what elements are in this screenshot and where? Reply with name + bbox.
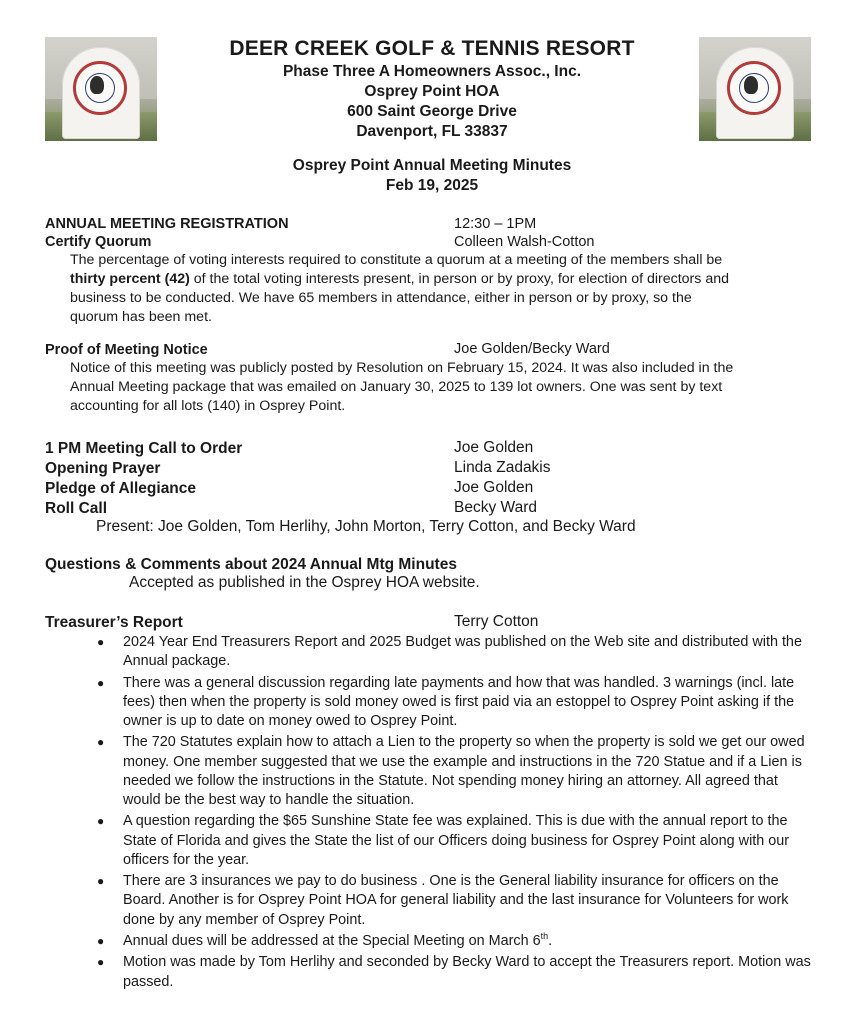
association-name: Phase Three A Homeowners Assoc., Inc. — [282, 63, 582, 80]
notice-person: Joe Golden/Becky Ward — [454, 341, 610, 357]
bullet-icon: ● — [97, 874, 105, 889]
agenda-item-label: Pledge of Allegiance — [45, 480, 197, 497]
list-item-text: A question regarding the $65 Sunshine State fee was explained. This is due with the annual report to the State of Florida and gives the State the list of our Officers doing business for Osprey Point along with our officers for the year. — [123, 813, 790, 868]
agenda-item-label: Roll Call — [45, 500, 108, 517]
city-address: Davenport, FL 33837 — [356, 123, 508, 140]
quorum-line — [70, 270, 810, 289]
hoa-name: Osprey Point HOA — [364, 83, 500, 100]
list-item — [96, 953, 816, 991]
minutes-text: Accepted as published in the Osprey HOA website. — [129, 574, 480, 591]
quorum-paragraph — [70, 251, 810, 327]
list-item — [96, 733, 816, 810]
notice-line: accounting for all lots (140) in Osprey Point. — [70, 398, 346, 414]
agenda-item-person: Joe Golden — [454, 479, 534, 496]
ordinal-suffix: th — [540, 931, 549, 942]
meeting-title: Osprey Point Annual Meeting Minutes — [292, 157, 572, 174]
agenda-item-person: Linda Zadakis — [454, 459, 551, 476]
agenda-item-label: Opening Prayer — [45, 460, 161, 477]
list-item — [96, 872, 816, 930]
bullet-icon: ● — [97, 635, 105, 649]
registration-heading: ANNUAL MEETING REGISTRATION — [45, 216, 289, 232]
quorum-line: The percentage of voting interests required to constitute a quorum at a meeting of the members shall be — [70, 252, 723, 268]
bullet-icon: ● — [97, 933, 105, 948]
notice-line: Notice of this meeting was publicly posted by Resolution on February 15, 2024. It was also included in the — [70, 360, 734, 376]
quorum-label: Certify Quorum — [45, 234, 152, 250]
minutes-heading: Questions & Comments about 2024 Annual Mtg Minutes — [45, 556, 457, 573]
bullet-icon: ● — [97, 735, 105, 750]
quorum-threshold: thirty percent (42) — [70, 271, 190, 287]
list-item-text: 2024 Year End Treasurers Report and 2025 Budget was published on the Web site and distributed with the Annual package. — [123, 634, 802, 670]
street-address: 600 Saint George Drive — [347, 103, 517, 120]
agenda-item-person: Becky Ward — [454, 499, 537, 516]
notice-paragraph — [70, 359, 810, 416]
treasurer-bullets — [96, 633, 816, 994]
meeting-date: Feb 19, 2025 — [385, 177, 479, 194]
agenda-item-person: Joe Golden — [454, 439, 534, 456]
present-list: Present: Joe Golden, Tom Herlihy, John Morton, Terry Cotton, and Becky Ward — [96, 518, 636, 535]
list-item — [96, 812, 816, 870]
document-title: DEER CREEK GOLF & TENNIS RESORT — [229, 37, 635, 60]
quorum-line: quorum has been met. — [70, 309, 212, 325]
quorum-line: business to be conducted. We have 65 members in attendance, either in person or by proxy, so the — [70, 290, 692, 306]
notice-label: Proof of Meeting Notice — [45, 342, 208, 358]
bullet-icon: ● — [97, 675, 105, 690]
quorum-person: Colleen Walsh-Cotton — [454, 234, 595, 250]
list-item — [96, 932, 816, 951]
notice-line: Annual Meeting package that was emailed on January 30, 2025 to 139 lot owners. One was sent by text — [70, 379, 723, 395]
list-item-text: The 720 Statutes explain how to attach a Lien to the property so when the property is sold we get our owed money. One member suggested that we use the example and instructions in the 720 Statue and if a Lien is needed we follow the instructions in the Statute. Not spending money hiring an attorney. All agreed that would be the best way to handle the situation. — [123, 734, 805, 808]
list-item-text: There was a general discussion regarding late payments and how that was handled. 3 warnings (incl. late fees) then when the property is sold money owed is first paid via an estoppel to Osprey Point asking if the owner is up to date on money owed to Osprey Point. — [123, 674, 795, 729]
list-item — [96, 633, 816, 671]
treasurer-person: Terry Cotton — [454, 613, 539, 630]
list-item-text: Motion was made by Tom Herlihy and seconded by Becky Ward to accept the Treasurers report. Motion was passed. — [123, 954, 811, 990]
list-item-text: There are 3 insurances we pay to do business . One is the General liability insurance for officers on the Board. Another is for Osprey Point HOA for general liability and the last insurance for Volunteers for work done by any member of Osprey Point. — [123, 873, 789, 928]
period: . — [548, 932, 553, 949]
registration-time: 12:30 – 1PM — [454, 216, 537, 232]
quorum-line-rest: of the total voting interests present, in person or by proxy, for election of directors and — [189, 271, 729, 287]
list-item-text: Annual dues will be addressed at the Special Meeting on March 6 — [123, 932, 541, 949]
bullet-icon: ● — [97, 814, 105, 829]
bullet-icon: ● — [97, 955, 105, 970]
treasurer-label: Treasurer’s Report — [45, 614, 183, 631]
list-item — [96, 674, 816, 732]
agenda-item-label: 1 PM Meeting Call to Order — [45, 440, 243, 457]
